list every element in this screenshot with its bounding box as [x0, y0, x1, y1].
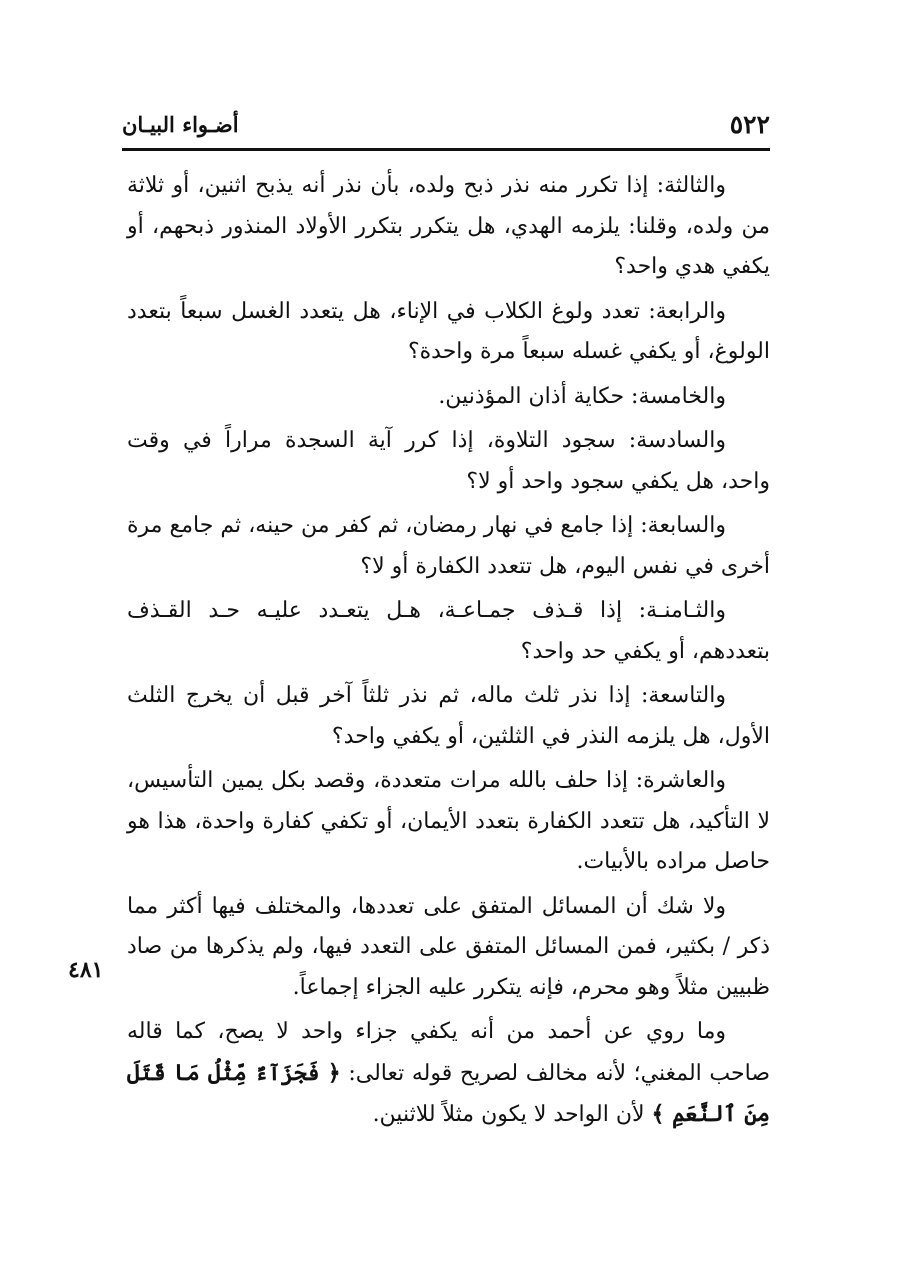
paragraph-fifth: والخامسة: حكاية أذان المؤذنين.: [438, 383, 726, 409]
paragraph-eighth: والثـامنـة: إذا قـذف جمـاعـة، هـل يتعـدد عليـه حـد القـذف بتعددهم، أو يكفي حد واحد؟: [127, 598, 770, 664]
quran-verse: ﴿ فَجَزَآءٌ مِّثْلُ مَا قَتَلَ مِنَ ٱلنَّعَمِ ﴾: [127, 1059, 770, 1127]
body-text: [127, 166, 770, 1140]
running-title: أضـواء البيـان: [122, 112, 239, 137]
paragraph-sixth: والسادسة: سجود التلاوة، إذا كرر آية السجدة مراراً في وقت واحد، هل يكفي سجود واحد أو لا؟: [127, 428, 770, 494]
paragraph-text-after-verse: لأن الواحد لا يكون مثلاً للاثنين.: [372, 1102, 645, 1127]
page-number: ٥٢٢: [729, 110, 770, 139]
paragraph-seventh: والسابعة: إذا جامع في نهار رمضان، ثم كفر من حينه، ثم جامع مرة أخرى في نفس اليوم، هل تتعدد الكفارة أو لا؟: [127, 513, 770, 579]
paragraph-ahmad-narration: [127, 1012, 770, 1136]
page-header: [122, 108, 770, 148]
paragraph-text-before-verse: وما روي عن أحمد من أنه يكفي جزاء واحد لا يصح، كما قاله صاحب المغني؛ لأنه مخالف لصريح قوله تعالى:: [127, 1019, 770, 1086]
margin-page-reference: ٤٨١: [68, 957, 104, 983]
header-rule: [122, 148, 770, 151]
paragraph-ninth: والتاسعة: إذا نذر ثلث ماله، ثم نذر ثلثاً آخر قبل أن يخرج الثلث الأول، هل يلزمه النذر في الثلثين، أو يكفي واحد؟: [127, 683, 770, 749]
paragraph-tenth: والعاشرة: إذا حلف بالله مرات متعددة، وقصد بكل يمين التأسيس، لا التأكيد، هل تتعدد الكفارة بتعدد الأيمان، أو تكفي كفارة واحدة، هذا هو حاصل مراده بالأبيات.: [127, 768, 770, 874]
paragraph-agreed-issues: ولا شك أن المسائل المتفق على تعددها، والمختلف فيها أكثر مما ذكر / بكثير، فمن المسائل المتفق على التعدد فيها، ولم يذكرها من صاد ظبيين مثلاً وهو محرم، فإنه يتكرر عليه الجزاء إجماعاً.: [127, 893, 770, 1000]
paragraph-fourth: والرابعة: تعدد ولوغ الكلاب في الإناء، هل يتعدد الغسل سبعاً بتعدد الولوغ، أو يكفي غسله سبعاً مرة واحدة؟: [127, 298, 770, 364]
paragraph-third: والثالثة: إذا تكرر منه نذر ذبح ولده، بأن نذر أنه يذبح اثنين، أو ثلاثة من ولده، وقلنا: يلزمه الهدي، هل يتكرر بتكرر الأولاد المنذور ذبحهم، أو يكفي هدي واحد؟: [127, 173, 770, 279]
